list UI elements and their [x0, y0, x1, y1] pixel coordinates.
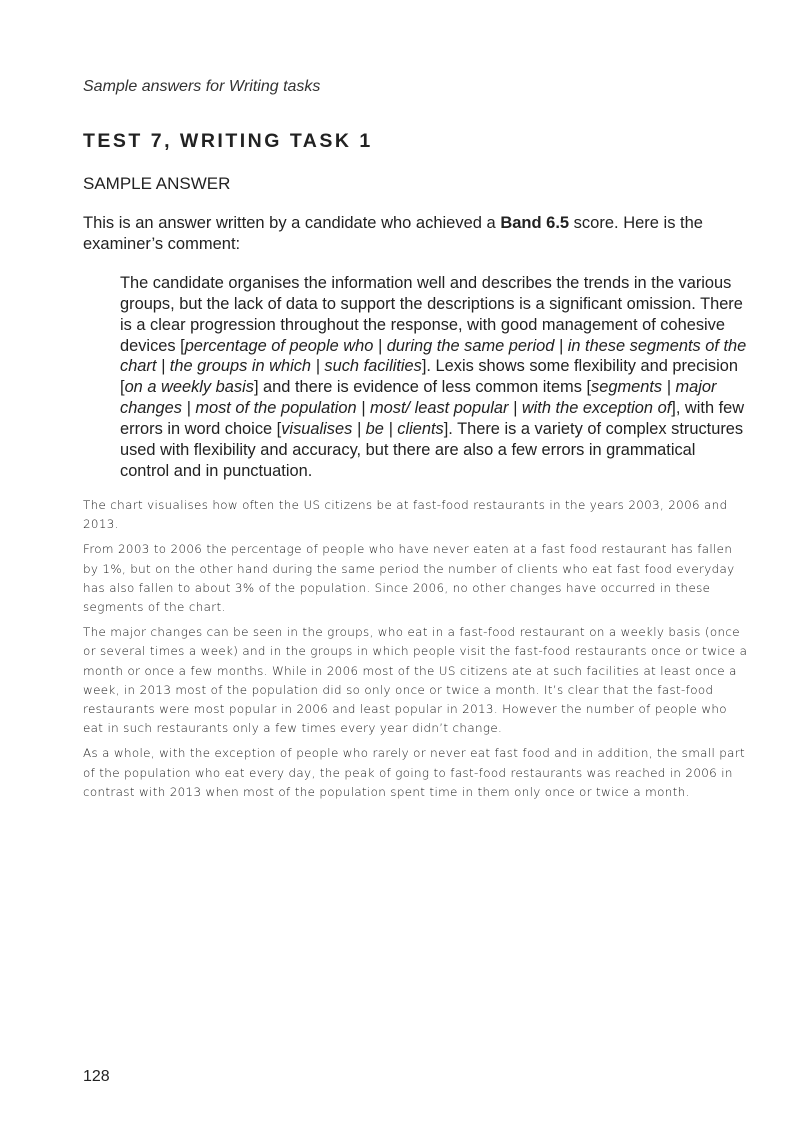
answer-paragraph: From 2003 to 2006 the percentage of people who have never eaten at a fast food restaurant has fallen by 1%, but on the other hand during the same period the number of clients who eat fast food everyday has also fallen to about 3% of the population. Since 2006, no other changes have occurred in these segments of the chart. — [83, 542, 735, 615]
section-title: TEST 7, WRITING TASK 1 — [83, 130, 373, 152]
examiner-comment — [120, 273, 748, 481]
section-subtitle: SAMPLE ANSWER — [83, 174, 231, 193]
comment-text: ], with few errors in word choice [ — [120, 399, 745, 438]
candidate-answer — [83, 496, 751, 808]
comment-text: ]. Lexis shows some flexibility and precision [ — [120, 357, 738, 397]
answer-paragraph: As a whole, with the exception of people who rarely or never eat fast food and in addition, the small part of the population who eat every day, the peak of going to fast-food restaurants was reached in 2006 in contrast with 2013 when most of the population spent time in them only once or twice a month. — [83, 746, 746, 799]
band-score: Band 6.5 — [500, 214, 570, 232]
comment-example: visualises | be | clients — [281, 419, 444, 438]
comment-example: segments | major changes | most of the population | most/ least popular | with the exception of — [120, 378, 717, 418]
intro-text-after: score. Here is the examiner’s comment: — [83, 214, 703, 253]
answer-paragraph: The chart visualises how often the US citizens be at fast-food restaurants in the years 2003, 2006 and 2013. — [83, 498, 728, 532]
answer-paragraph: The major changes can be seen in the groups, who eat in a fast-food restaurant on a weekly basis (once or several times a week) and in the groups in which people visit the fast-food restaurants once or twice a month or once a few months. While in 2006 most of the US citizens ate at such facilities at least once a week, in 2013 most of the population did so only once or twice a month. It’s clear that the fast-food restaurants were most popular in 2006 and least popular in 2013. However the number of people who eat in such restaurants only a few times every year didn’t change. — [83, 625, 748, 736]
comment-text: ]. There is a variety of complex structures used with flexibility and accuracy, but there are also a few errors in grammatical control and in punctuation. — [120, 419, 744, 480]
intro-text-before: This is an answer written by a candidate who achieved a — [83, 214, 501, 232]
page-number: 128 — [83, 1068, 110, 1085]
running-head: Sample answers for Writing tasks — [83, 78, 321, 95]
comment-text: The candidate organises the information well and describes the trends in the various groups, but the lack of data to support the descriptions is a significant omission. There is a clear progression throughout the response, with good management of cohesive devices [ — [120, 274, 743, 355]
comment-example: percentage of people who | during the same period | in these segments of the chart | the groups in which | such facilities — [120, 336, 747, 376]
comment-example: on a weekly basis — [124, 378, 254, 397]
comment-text: ] and there is evidence of less common items [ — [253, 378, 592, 397]
intro-paragraph — [83, 213, 733, 255]
